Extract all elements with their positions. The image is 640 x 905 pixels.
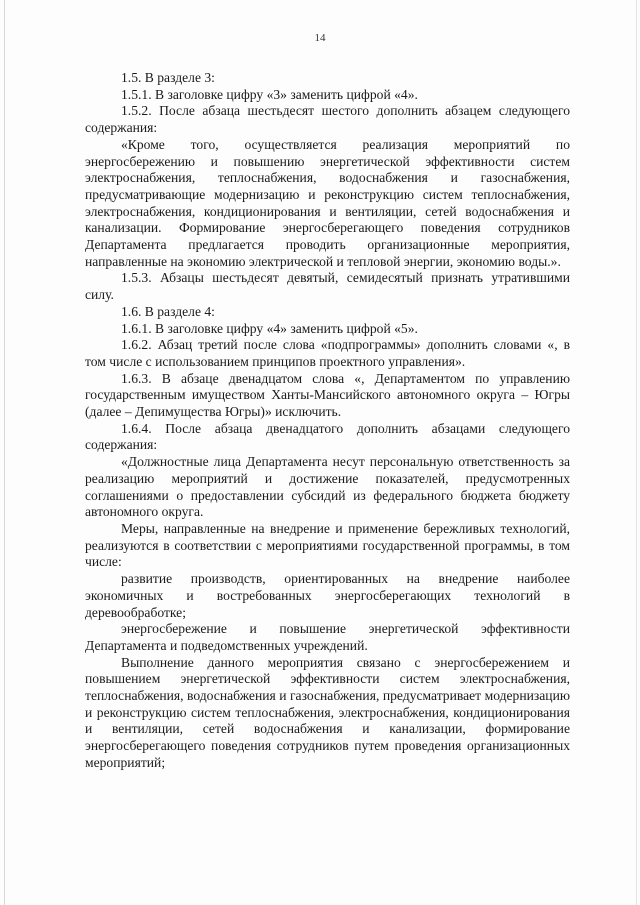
paragraph-implementation: Выполнение данного мероприятия связано с энергосбережением и повышением энергетической эффективности систем электроснабжения, теплоснабжения, водоснабжения и газоснабжения, предусматривает модернизацию и реконструкцию систем теплоснабжения, электроснабжения, кондиционирования и вентиляции, сетей водоснабжения и канализации, формирование энергосберегающего поведения сотрудников путем проведения организационных мероприятий; [85, 654, 570, 770]
paragraph-woodworking: развитие производств, ориентированных на внедрение наиболее экономичных и востребованных энергосберегающих технологий в деревообработке; [85, 571, 570, 620]
scan-edge-left [4, 0, 5, 905]
paragraph-1-5-1: 1.5.1. В заголовке цифру «3» заменить цифрой «4». [121, 86, 418, 102]
quoted-paragraph-officials: «Должностные лица Департамента несут персональную ответственность за реализацию мероприятий и достижение показателей, предусмотренных соглашениями о предоставлении субсидий из федерального бюджета бюджету автономного округа. [85, 454, 570, 520]
paragraph-energy-efficiency: энергосбережение и повышение энергетической эффективности Департамента и подведомственных учреждений. [85, 621, 570, 653]
paragraph-1-6-3: 1.6.3. В абзаце двенадцатом слова «, Департаментом по управлению государственным имуществом Ханты-Мансийского автономного округа – Югры (далее – Депимущества Югры)» исключить. [85, 370, 570, 420]
paragraph-1-5: 1.5. В разделе 3: [121, 70, 215, 85]
paragraph-1-6-1: 1.6.1. В заголовке цифру «4» заменить цифрой «5». [121, 320, 418, 336]
paragraph-1-5-3: 1.5.3. Абзацы шестьдесят девятый, семидесятый признать утратившими силу. [85, 270, 570, 303]
paragraph-1-6: 1.6. В разделе 4: [121, 303, 215, 319]
document-body [85, 70, 570, 772]
page-number: 14 [314, 32, 326, 44]
paragraph-1-6-4: 1.6.4. После абзаца двенадцатого дополнить абзацами следующего содержания: [85, 420, 570, 453]
paragraph-1-6-2: 1.6.2. Абзац третий после слова «подпрограммы» дополнить словами «, в том числе с использованием принципов проектного управления». [85, 337, 570, 369]
quoted-paragraph-energy: «Кроме того, осуществляется реализация мероприятий по энергосбережению и повышению энергетической эффективности систем электроснабжения, теплоснабжения, водоснабжения и газоснабжения, предусматривающие модернизацию и реконструкцию систем теплоснабжения, электроснабжения, кондиционирования и вентиляции, сетей водоснабжения и канализации. Формирование энергосберегающего поведения сотрудников Департамента предлагается проводить организационные мероприятия, направленные на экономию электрической и тепловой энергии, экономию воды.». [85, 136, 570, 269]
paragraph-lean-measures: Меры, направленные на внедрение и применение бережливых технологий, реализуются в соответствии с мероприятиями государственной программы, в том числе: [85, 520, 570, 570]
scan-edge-right [636, 0, 637, 905]
paragraph-1-5-2: 1.5.2. После абзаца шестьдесят шестого дополнить абзацем следующего содержания: [85, 103, 570, 136]
